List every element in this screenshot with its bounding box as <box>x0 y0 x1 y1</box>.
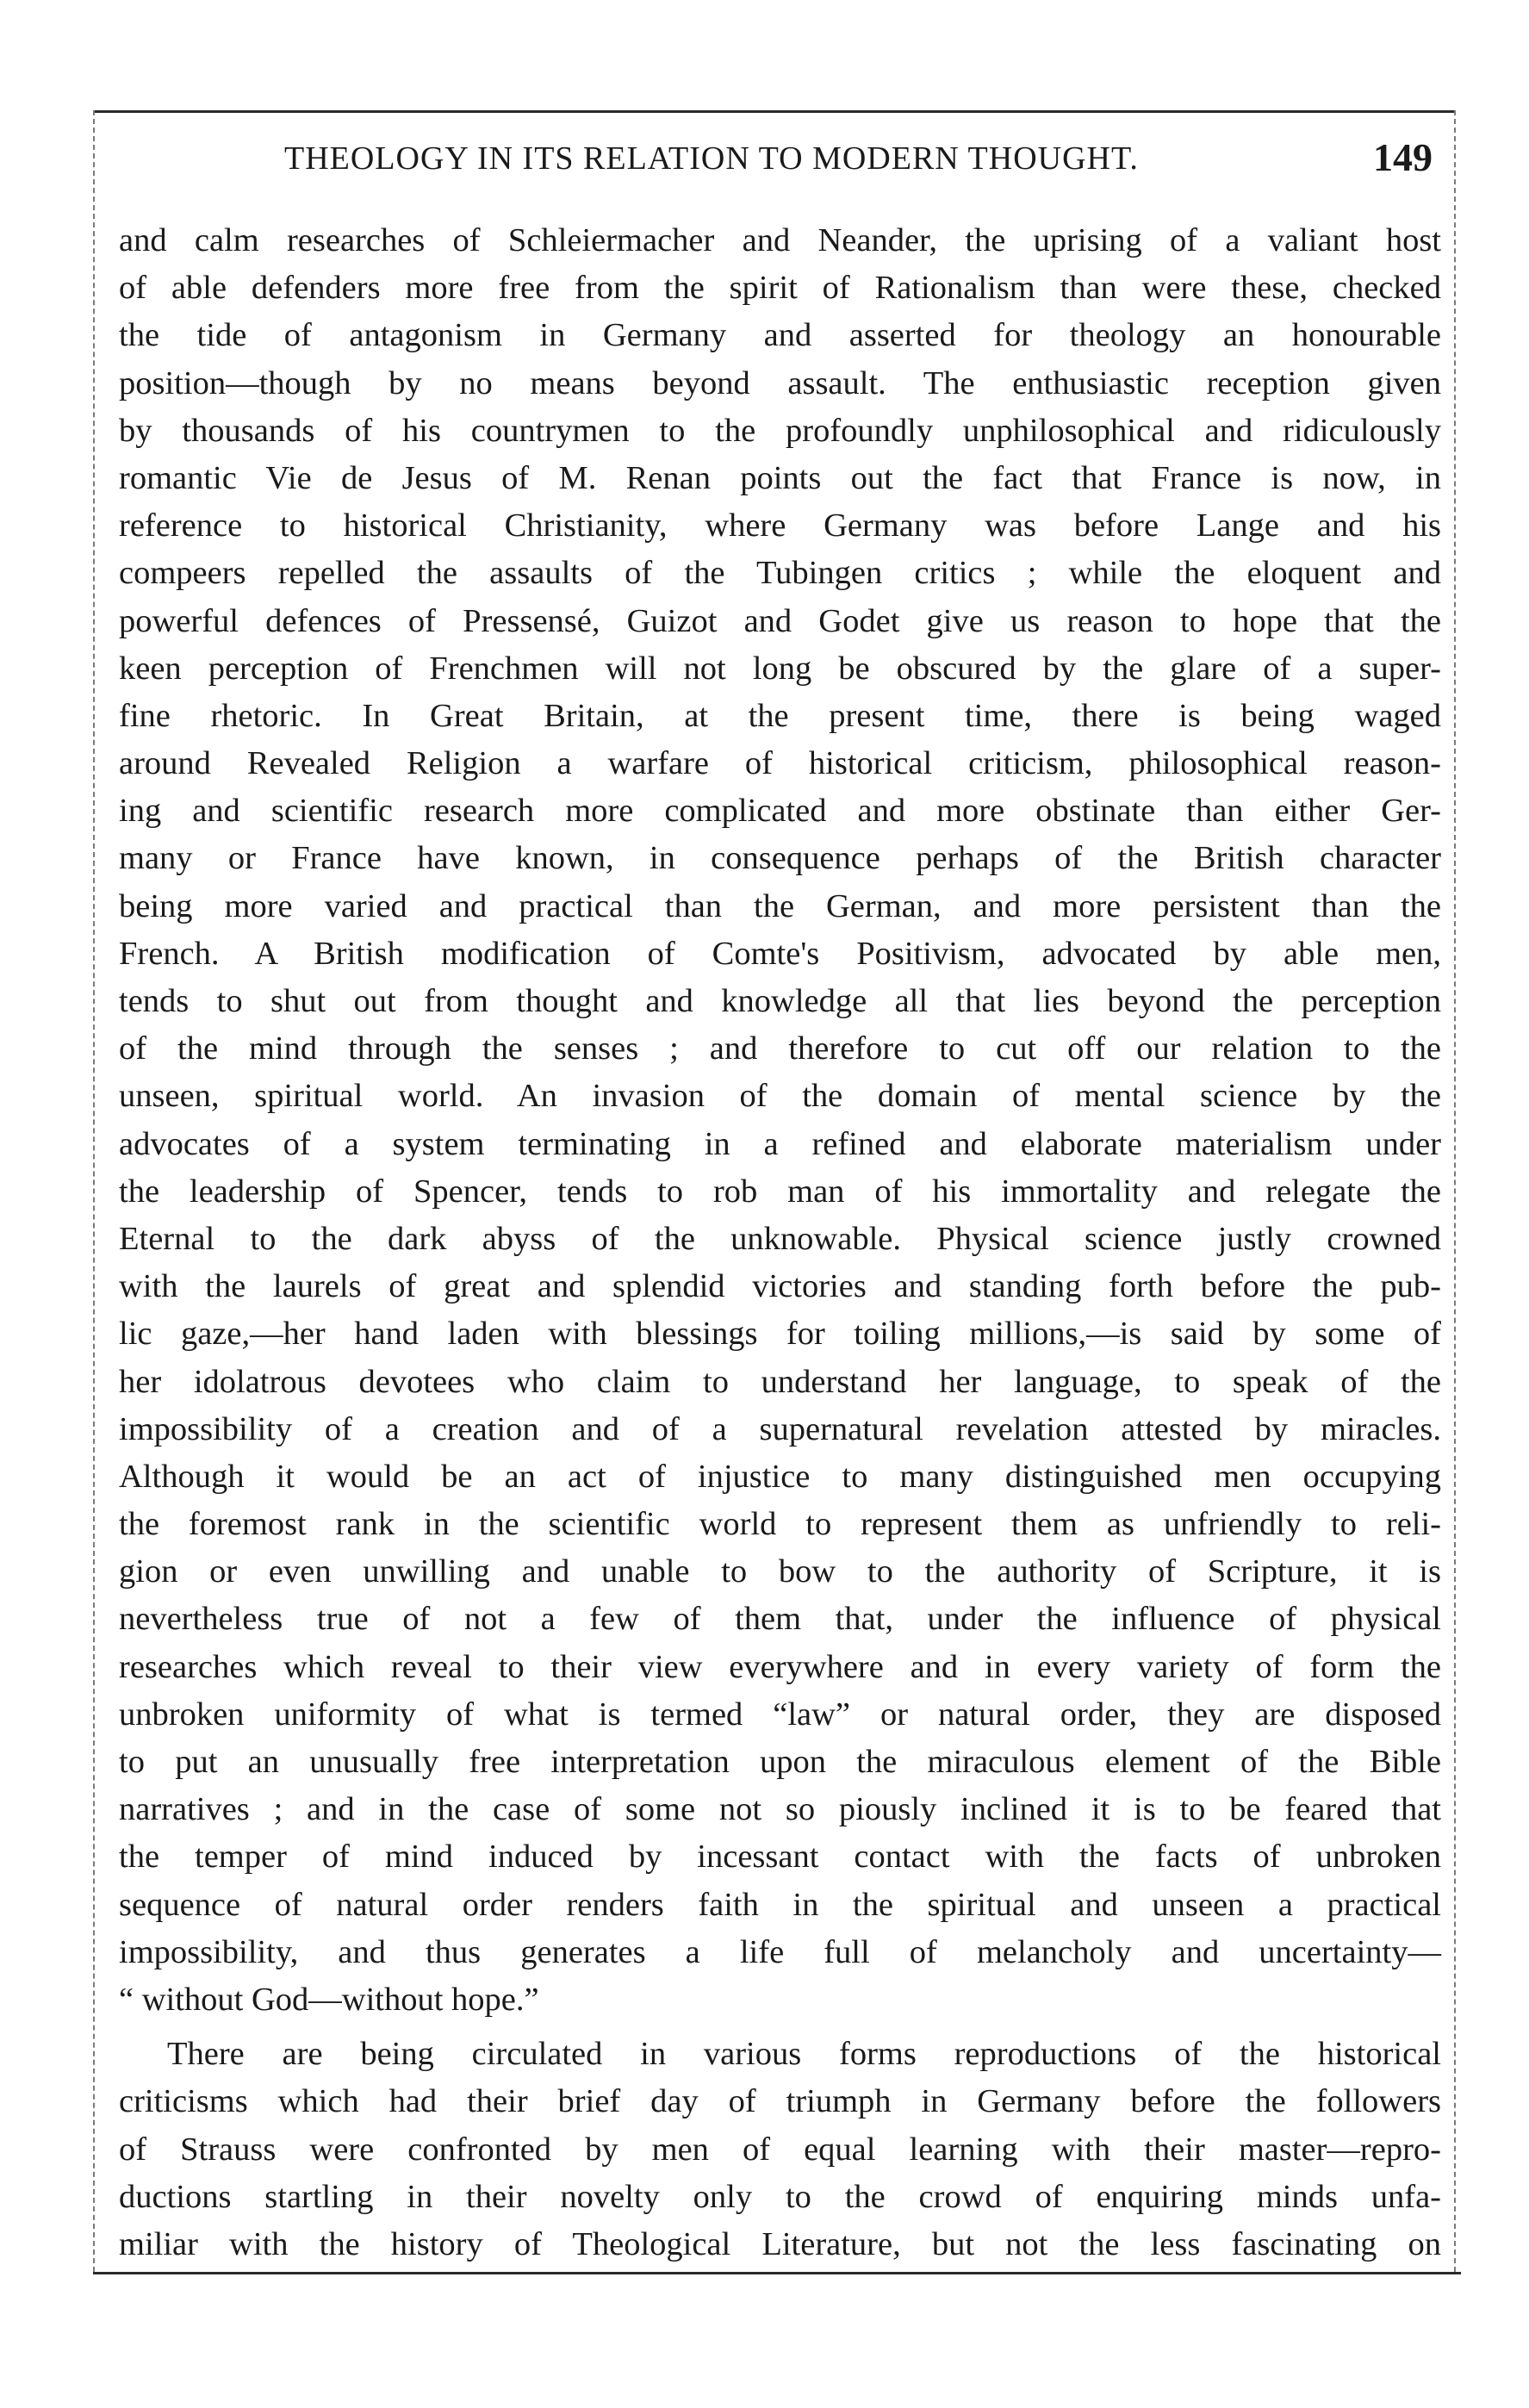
text-line: Eternal to the dark abyss of the unknowable. Physical science justly crowned <box>119 1220 1441 1257</box>
text-line: the tide of antagonism in Germany and asserted for theology an honourable <box>119 317 1441 354</box>
text-line: of the mind through the senses ; and therefore to cut off our relation to the <box>119 1030 1441 1067</box>
text-line: fine rhetoric. In Great Britain, at the present time, there is being waged <box>119 697 1441 734</box>
bottom-rule <box>93 2272 1461 2274</box>
text-line: the temper of mind induced by incessant contact with the facts of unbroken <box>119 1839 1441 1876</box>
text-line: There are being circulated in various forms reproductions of the historical <box>167 2036 1441 2073</box>
running-title: THEOLOGY IN ITS RELATION TO MODERN THOUGHT. <box>284 140 1139 177</box>
text-line: around Revealed Religion a warfare of historical criticism, philosophical reason- <box>119 745 1441 782</box>
text-line: by thousands of his countrymen to the profoundly unphilosophical and ridiculously <box>119 412 1441 449</box>
text-line: being more varied and practical than the German, and more persistent than the <box>119 887 1441 924</box>
text-line: tends to shut out from thought and knowledge all that lies beyond the perception <box>119 983 1441 1019</box>
page-number: 149 <box>1373 135 1433 179</box>
body-text <box>119 217 1441 2268</box>
text-line: unseen, spiritual world. An invasion of the domain of mental science by the <box>119 1078 1441 1115</box>
text-line: Although it would be an act of injustice to many distinguished men occupying <box>119 1458 1441 1495</box>
text-line: ductions startling in their novelty only to the crowd of enquiring minds unfa- <box>119 2178 1441 2215</box>
text-line: with the laurels of great and splendid victories and standing forth before the pub- <box>119 1268 1441 1305</box>
text-line: compeers repelled the assaults of the Tubingen critics ; while the eloquent and <box>119 555 1441 592</box>
text-line: sequence of natural order renders faith in the spiritual and unseen a practical <box>119 1886 1441 1923</box>
text-line: powerful defences of Pressensé, Guizot and Godet give us reason to hope that the <box>119 602 1441 639</box>
text-line: position—though by no means beyond assault. The enthusiastic reception given <box>119 364 1441 401</box>
text-line: ing and scientific research more complicated and more obstinate than either Ger- <box>119 793 1441 830</box>
text-line: nevertheless true of not a few of them that, under the influence of physical <box>119 1601 1441 1638</box>
text-line: narratives ; and in the case of some not so piously inclined it is to be feared that <box>119 1791 1441 1828</box>
text-line: her idolatrous devotees who claim to understand her language, to speak of the <box>119 1363 1441 1400</box>
text-line: many or France have known, in consequence perhaps of the British character <box>119 840 1441 877</box>
paragraph <box>119 217 1441 2024</box>
paragraph-gap <box>119 2024 1441 2031</box>
text-line: keen perception of Frenchmen will not long be obscured by the glare of a super- <box>119 650 1441 687</box>
text-line: unbroken uniformity of what is termed “law” or natural order, they are disposed <box>119 1696 1441 1733</box>
text-line: miliar with the history of Theological Literature, but not the less fascinating on <box>119 2225 1441 2262</box>
right-rule <box>1454 110 1456 2272</box>
running-head <box>112 131 1443 191</box>
text-line: researches which reveal to their view everywhere and in every variety of form the <box>119 1648 1441 1685</box>
text-line: gion or even unwilling and unable to bow to the authority of Scripture, it is <box>119 1553 1441 1590</box>
text-line: lic gaze,—her hand laden with blessings for toiling millions,—is said by some of <box>119 1316 1441 1353</box>
text-line: French. A British modification of Comte's Positivism, advocated by able men, <box>119 935 1441 972</box>
text-line: to put an unusually free interpretation upon the miraculous element of the Bible <box>119 1744 1441 1780</box>
text-line: and calm researches of Schleiermacher and Neander, the uprising of a valiant host <box>119 222 1441 258</box>
text-line: of Strauss were confronted by men of equal learning with their master—repro- <box>119 2131 1441 2168</box>
text-line: romantic Vie de Jesus of M. Renan points out the fact that France is now, in <box>119 459 1441 496</box>
text-line: the leadership of Spencer, tends to rob man of his immortality and relegate the <box>119 1173 1441 1210</box>
text-line: criticisms which had their brief day of triumph in Germany before the followers <box>119 2083 1441 2120</box>
text-line: advocates of a system terminating in a refined and elaborate materialism under <box>119 1125 1441 1162</box>
top-rule <box>95 110 1456 113</box>
text-line: impossibility of a creation and of a supernatural revelation attested by miracles. <box>119 1410 1441 1447</box>
text-line: impossibility, and thus generates a life full of melancholy and uncertainty— <box>119 1933 1441 1970</box>
paragraph <box>119 2031 1441 2268</box>
text-line: the foremost rank in the scientific world to represent them as unfriendly to reli- <box>119 1506 1441 1543</box>
text-line: “ without God—without hope.” <box>119 1981 539 2018</box>
text-line: reference to historical Christianity, where Germany was before Lange and his <box>119 507 1441 544</box>
text-line: of able defenders more free from the spirit of Rationalism than were these, checked <box>119 270 1441 307</box>
left-rule <box>93 110 95 2272</box>
